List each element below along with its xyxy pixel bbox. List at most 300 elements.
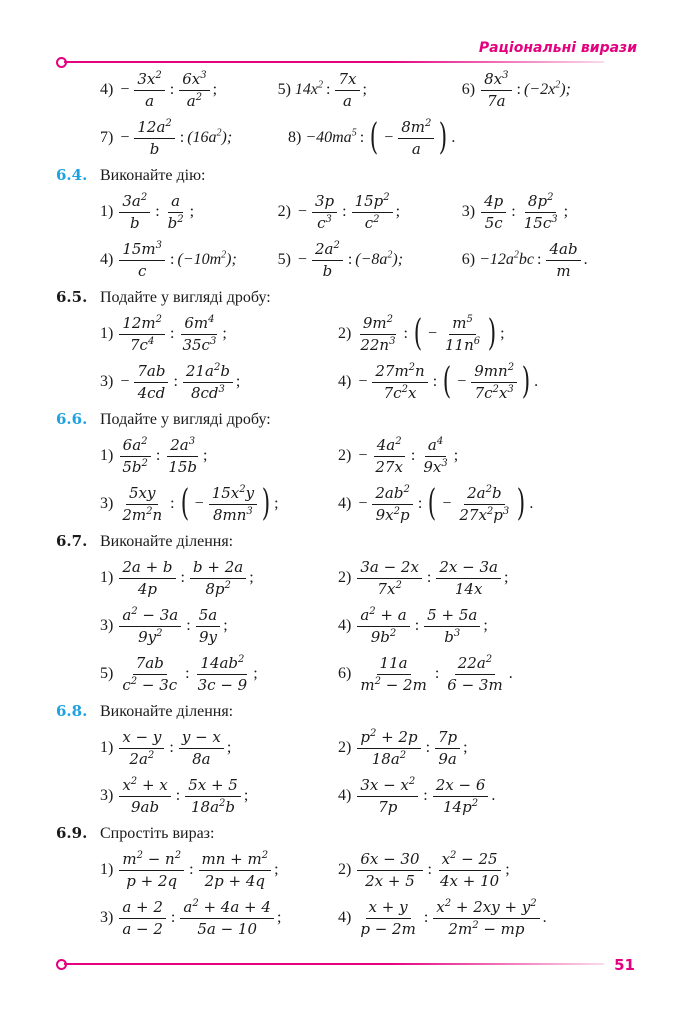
division-operator: : [426,569,432,586]
term: $14x^2$ [294,79,324,98]
denominator: 3c − 9 [197,675,248,694]
denominator: 14x [454,579,483,598]
fraction [183,362,233,403]
numerator: 5a [196,606,221,627]
denominator: $c^2$ [364,213,380,232]
division-operator: : [326,81,331,98]
problem-label: 4) [338,617,352,634]
fraction [119,558,175,599]
problem-label: 1) [100,325,114,342]
fraction [119,314,165,355]
exercise-number: 6.7. [56,532,88,550]
punctuation: ; [483,617,488,634]
right-paren: ) [487,313,497,354]
numerator: $27m^2n$ [372,362,427,383]
numerator: $m^5$ [449,314,476,335]
denominator: $b^2$ [167,213,184,232]
fraction [185,776,241,817]
division-operator: : [155,203,160,220]
fraction [119,606,181,647]
problem-item [338,484,576,525]
exercise-instruction: Подайте у вигляді дробу: [100,289,271,306]
denominator: $27x^2p^3$ [459,505,510,524]
fraction [357,314,398,355]
denominator: $8cd^3$ [190,383,225,402]
fraction [179,728,224,769]
problem-item [100,240,278,281]
fraction [134,70,164,111]
numerator: 6x − 30 [357,850,422,871]
numerator: 3p [312,192,337,213]
exercise-header [56,532,646,554]
problem-label: 5) [277,81,291,98]
denominator: b [129,213,140,232]
numerator: b + 2a [190,558,246,579]
footer-rule [64,963,604,965]
numerator: 5x + 5 [185,776,241,797]
numerator: $3x^2$ [134,70,164,91]
term: $(-2x^2)$; [523,79,571,98]
problem-label: 2) [338,569,352,586]
minus-sign: − [194,495,204,512]
exercise-instruction: Виконайте дію: [100,167,206,184]
problem-row [56,432,646,480]
exercise-header [56,702,646,724]
fraction [442,314,483,355]
fraction [420,436,450,477]
denominator: 2x + 5 [365,871,415,890]
fraction [312,192,337,233]
exercise-header [56,166,646,188]
punctuation: ; [500,325,505,342]
problem-item [100,118,288,159]
problem-label: 7) [100,129,114,146]
denominator: $18a^2$ [371,749,407,768]
exercise-6-5 [56,288,646,406]
denominator: $a^2$ [186,91,203,110]
problem-item [100,362,338,403]
numerator: $a^2 + a$ [357,606,409,627]
denominator: a [343,91,352,110]
numerator: mn + $m^2$ [199,850,272,871]
problem-item [100,898,338,939]
division-operator: : [173,373,178,390]
problem-label: 1) [100,739,114,756]
division-operator: : [432,373,438,390]
denominator: $22n^3$ [360,335,396,354]
fraction [134,362,168,403]
numerator: 2a + b [119,558,175,579]
division-operator: : [170,909,176,926]
numerator: $2ab^2$ [372,484,412,505]
exercise-number: 6.5. [56,288,88,306]
problem-label: 4) [100,251,114,268]
punctuation: . [534,373,539,390]
numerator: $2a^2$ [312,240,343,261]
fraction [424,606,480,647]
fraction [357,850,422,891]
term: $-40ma^5$ [305,127,357,146]
fraction [190,558,246,599]
exercise-instruction: Виконайте ділення: [100,533,234,550]
term: $(-10m^2)$; [177,249,237,268]
division-operator: : [170,495,175,512]
numerator: 4ab [546,240,580,261]
division-operator: : [423,787,428,804]
minus-sign: − [120,129,130,146]
denominator: $7c^2x$ [383,383,417,402]
fraction [199,850,272,891]
denominator: p + 2q [126,871,178,890]
problem-label: 3) [100,909,114,926]
punctuation: ; [249,569,254,586]
fraction [357,654,429,695]
division-operator: : [417,495,423,512]
right-paren: ) [439,117,448,158]
problem-label: 2) [277,203,291,220]
exercise-number: 6.6. [56,410,88,428]
denominator: $15c^3$ [523,213,558,232]
problem-label: 3) [100,373,114,390]
numerator: $9m^2$ [360,314,396,335]
denominator: $b^3$ [444,627,461,646]
numerator: $6a^2$ [120,436,151,457]
left-paren: ( [180,483,189,524]
problem-row [56,650,646,698]
denominator: $8mn^3$ [212,505,253,524]
problem-label: 2) [338,325,352,342]
exercise-header [56,824,646,846]
problem-label: 3) [100,495,114,512]
numerator: $6x^3$ [179,70,209,91]
fraction [372,436,406,477]
numerator: $8m^2$ [398,118,434,139]
left-paren: ( [369,117,379,158]
division-operator: : [347,251,353,268]
problem-item [100,192,278,233]
problem-item [462,240,646,281]
fraction [357,728,420,769]
denominator: 5c [484,213,503,232]
exercise-instruction: Подайте у вигляді дробу: [100,411,271,428]
fraction [456,484,512,525]
denominator: 2p + 4q [204,871,266,890]
numerator: 5xy [126,484,158,505]
problem-label: 1) [100,861,114,878]
exercise-6-4 [56,166,646,284]
denominator: p − 2m [360,919,416,938]
denominator: 5a − 10 [197,919,257,938]
denominator: $7c^2x^3$ [474,383,514,402]
problem-item [100,850,338,891]
numerator: $21a^2b$ [183,362,233,383]
denominator: 9y [198,627,217,646]
numerator: $3a^2$ [119,192,150,213]
numerator: $8p^2$ [525,192,557,213]
denominator: $11n^6$ [444,335,481,354]
fraction [119,898,166,939]
division-operator: : [169,739,174,756]
punctuation: ; [274,495,279,512]
division-operator: : [155,447,161,464]
problem-item [100,484,338,525]
division-operator: : [516,81,521,98]
fraction [357,606,409,647]
punctuation: ; [395,203,401,220]
division-operator: : [342,203,347,220]
problem-item [100,776,338,817]
division-operator: : [169,81,175,98]
denominator: $35c^3$ [182,335,217,354]
problem-item [278,192,462,233]
punctuation: ; [243,787,249,804]
fraction [521,192,561,233]
division-operator: : [179,129,185,146]
minus-sign: − [120,373,130,390]
punctuation: ; [223,617,228,634]
punctuation: . [529,495,534,512]
problem-label: 1) [100,447,114,464]
punctuation: . [451,129,456,146]
problem-label: 4) [100,81,114,98]
numerator: $4a^2$ [374,436,405,457]
fraction [357,898,418,939]
exercise-instruction: Спростіть вираз: [100,825,215,842]
minus-sign: − [427,325,437,342]
fraction [444,654,505,695]
denominator: $5b^2$ [122,457,148,476]
denominator: 4p [137,579,157,598]
numerator: 7x [335,70,359,91]
punctuation: . [508,665,513,682]
punctuation: ; [463,739,468,756]
denominator: 9ab [130,797,160,816]
division-operator: : [537,251,542,268]
fraction [179,314,219,355]
problem-label: 5) [277,251,291,268]
fraction [119,728,164,769]
denominator: b [322,261,333,280]
left-paren: ( [413,313,423,354]
fraction [119,850,184,891]
division-operator: : [414,617,420,634]
fraction [481,70,511,111]
denominator: 15b [168,457,198,476]
numerator: x − y [119,728,164,749]
numerator: $15x^2y$ [209,484,257,505]
minus-sign: − [358,447,368,464]
numerator: 7ab [133,654,167,675]
problem-row [56,554,646,602]
term: $(-8a^2)$; [355,249,404,268]
problem-row [56,894,646,942]
exercise-instruction: Виконайте ділення: [100,703,234,720]
division-operator: : [186,617,191,634]
numerator: 2x − 6 [433,776,489,797]
fraction [372,362,427,403]
denominator: b [149,139,160,158]
problem-row [56,236,646,284]
fraction [546,240,580,281]
denominator: 6 − 3m [447,675,503,694]
exercise-number: 6.8. [56,702,88,720]
denominator: $c^3$ [317,213,332,232]
punctuation: ; [503,569,509,586]
fraction [437,850,502,891]
punctuation: ; [563,203,569,220]
numerator: 7p [435,728,460,749]
fraction [433,776,489,817]
fraction [335,70,359,111]
denominator: 27x [375,457,403,476]
problem-label: 3) [100,617,114,634]
fraction [312,240,343,281]
fraction [471,362,517,403]
numerator: 7ab [134,362,168,383]
fraction [481,192,506,233]
numerator: 4p [481,192,506,213]
division-operator: : [427,861,432,878]
fraction [119,436,151,477]
problem-item [278,70,462,111]
denominator: $7x^2$ [377,579,402,598]
division-operator: : [511,203,516,220]
punctuation: ; [505,861,510,878]
numerator: $15m^3$ [119,240,165,261]
problem-row [56,724,646,772]
denominator: m [556,261,571,280]
punctuation: ; [453,447,459,464]
exercise-6-8 [56,702,646,820]
punctuation: . [583,251,588,268]
problem-row [56,772,646,820]
page-number: 51 [614,956,635,974]
division-operator: : [189,861,194,878]
problem-label: 3) [100,787,114,804]
numerator: 2x − 3a [436,558,501,579]
numerator: a + 2 [119,898,166,919]
problem-item [338,898,576,939]
division-operator: : [359,129,365,146]
problem-label: 8) [288,129,302,146]
exercise-number: 6.4. [56,166,88,184]
problem-row [56,846,646,894]
problem-item [462,70,646,111]
fraction [119,192,150,233]
problem-item [338,728,576,769]
problem-label: 3) [461,203,476,220]
division-operator: : [423,909,429,926]
punctuation: ; [212,81,218,98]
punctuation: ; [235,373,241,390]
denominator: 7p [378,797,398,816]
problem-item [100,728,338,769]
division-operator: : [170,251,175,268]
problem-item [100,436,338,477]
problem-item [462,192,646,233]
fraction [372,484,412,525]
numerator: x + y [366,898,411,919]
denominator: $9x^2p$ [375,505,410,524]
problem-row [56,188,646,236]
numerator: 11a [377,654,411,675]
problem-label: 2) [338,739,352,756]
fraction [119,484,165,525]
problem-row [56,66,646,114]
numerator: y − x [179,728,224,749]
division-operator: : [403,325,408,342]
left-paren: ( [442,361,452,402]
exercise-header [56,288,646,310]
numerator: $3x - x^2$ [357,776,418,797]
problem-row [56,602,646,650]
fraction [119,240,165,281]
punctuation: ; [222,325,227,342]
minus-sign: − [358,373,368,390]
problem-label: 6) [338,665,352,682]
minus-sign: − [442,495,452,512]
term: $-12a^2bc$ [479,249,535,268]
numerator: $p^2 + 2p$ [357,728,420,749]
exercise-6-7 [56,532,646,698]
numerator: $22a^2$ [455,654,495,675]
denominator: 9a [438,749,457,768]
division-operator: : [434,665,440,682]
denominator: $2m^2$ − mp [448,919,525,938]
chapter-title: Раціональні вирази [478,40,637,56]
problem-label: 6) [461,81,476,98]
denominator: $2a^2$ [129,749,155,768]
numerator: $12a^2$ [134,118,174,139]
problem-label: 4) [338,787,352,804]
fraction [357,776,418,817]
division-operator: : [185,665,190,682]
numerator: $15p^2$ [352,192,393,213]
fraction [357,558,422,599]
exercise-6-6 [56,410,646,528]
denominator: $7c^4$ [130,335,155,354]
denominator: 8a [192,749,211,768]
numerator: 5 + 5a [424,606,480,627]
fraction [165,192,187,233]
header-rule [64,61,604,63]
right-paren: ) [517,483,526,524]
problem-item [100,654,338,695]
problem-item [338,558,576,599]
denominator: 4x + 10 [439,871,500,890]
problem-label: 4) [338,495,352,512]
division-operator: : [425,739,431,756]
numerator: $2a^2b$ [464,484,504,505]
exercise-6-9 [56,824,646,942]
denominator: a [145,91,155,110]
denominator: 7a [487,91,506,110]
term: $(16a^2)$; [187,127,233,146]
numerator: $x^2 - 25$ [439,850,501,871]
denominator: $8p^2$ [205,579,231,598]
minus-sign: − [297,203,307,220]
denominator: $9x^3$ [423,457,448,476]
fraction [119,776,170,817]
exercise-content [56,66,646,946]
denominator: a − 2 [122,919,163,938]
fraction [433,898,539,939]
exercise-header [56,410,646,432]
numerator: $14ab^2$ [197,654,247,675]
minus-sign: − [457,373,467,390]
problem-item [338,850,576,891]
exercise-6-3-continued [56,66,646,162]
